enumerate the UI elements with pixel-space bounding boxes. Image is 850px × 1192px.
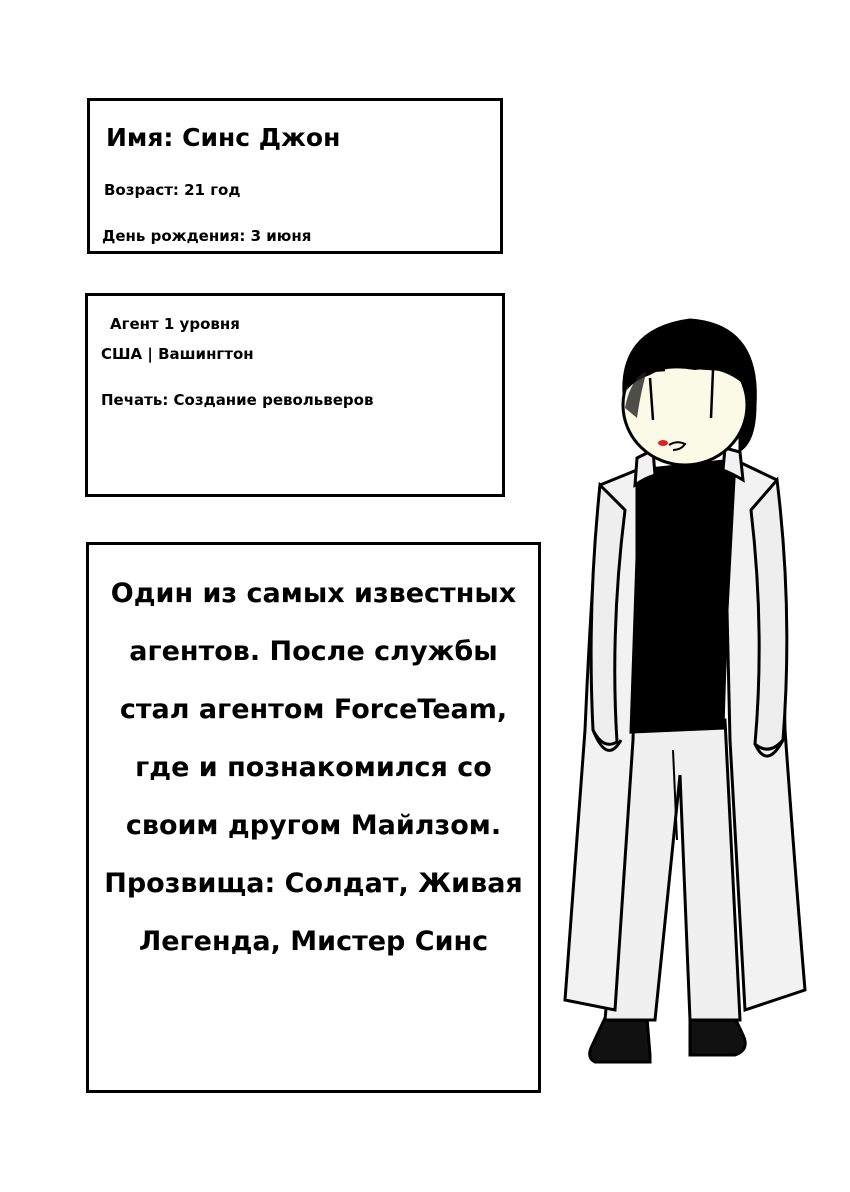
bio-line: своим другом Майлзом. <box>125 810 502 841</box>
bio-line: Один из самых известных <box>110 578 517 609</box>
character-illustration <box>555 310 815 1080</box>
right-shoe <box>690 1018 745 1055</box>
bio-line: Легенда, Мистер Синс <box>138 926 489 957</box>
agent-location: США | Вашингтон <box>101 345 254 363</box>
agent-card <box>85 293 505 497</box>
biography-card <box>86 542 541 1093</box>
agent-seal: Печать: Создание револьверов <box>101 391 374 409</box>
black-shirt <box>631 460 733 732</box>
bio-line: Прозвища: Солдат, Живая <box>104 868 523 899</box>
left-shoe <box>590 1018 650 1062</box>
agent-rank: Агент 1 уровня <box>110 315 240 333</box>
character-birthday: День рождения: 3 июня <box>102 227 312 245</box>
name-card <box>87 98 503 254</box>
biography-text <box>89 565 538 971</box>
bio-line: где и познакомился со <box>135 752 492 783</box>
cheek-blush <box>658 440 668 446</box>
bio-line: агентов. После службы <box>129 636 498 667</box>
character-name: Имя: Синс Джон <box>106 123 341 152</box>
bio-line: стал агентом ForceTeam, <box>119 694 508 725</box>
character-age: Возраст: 21 год <box>104 181 241 199</box>
